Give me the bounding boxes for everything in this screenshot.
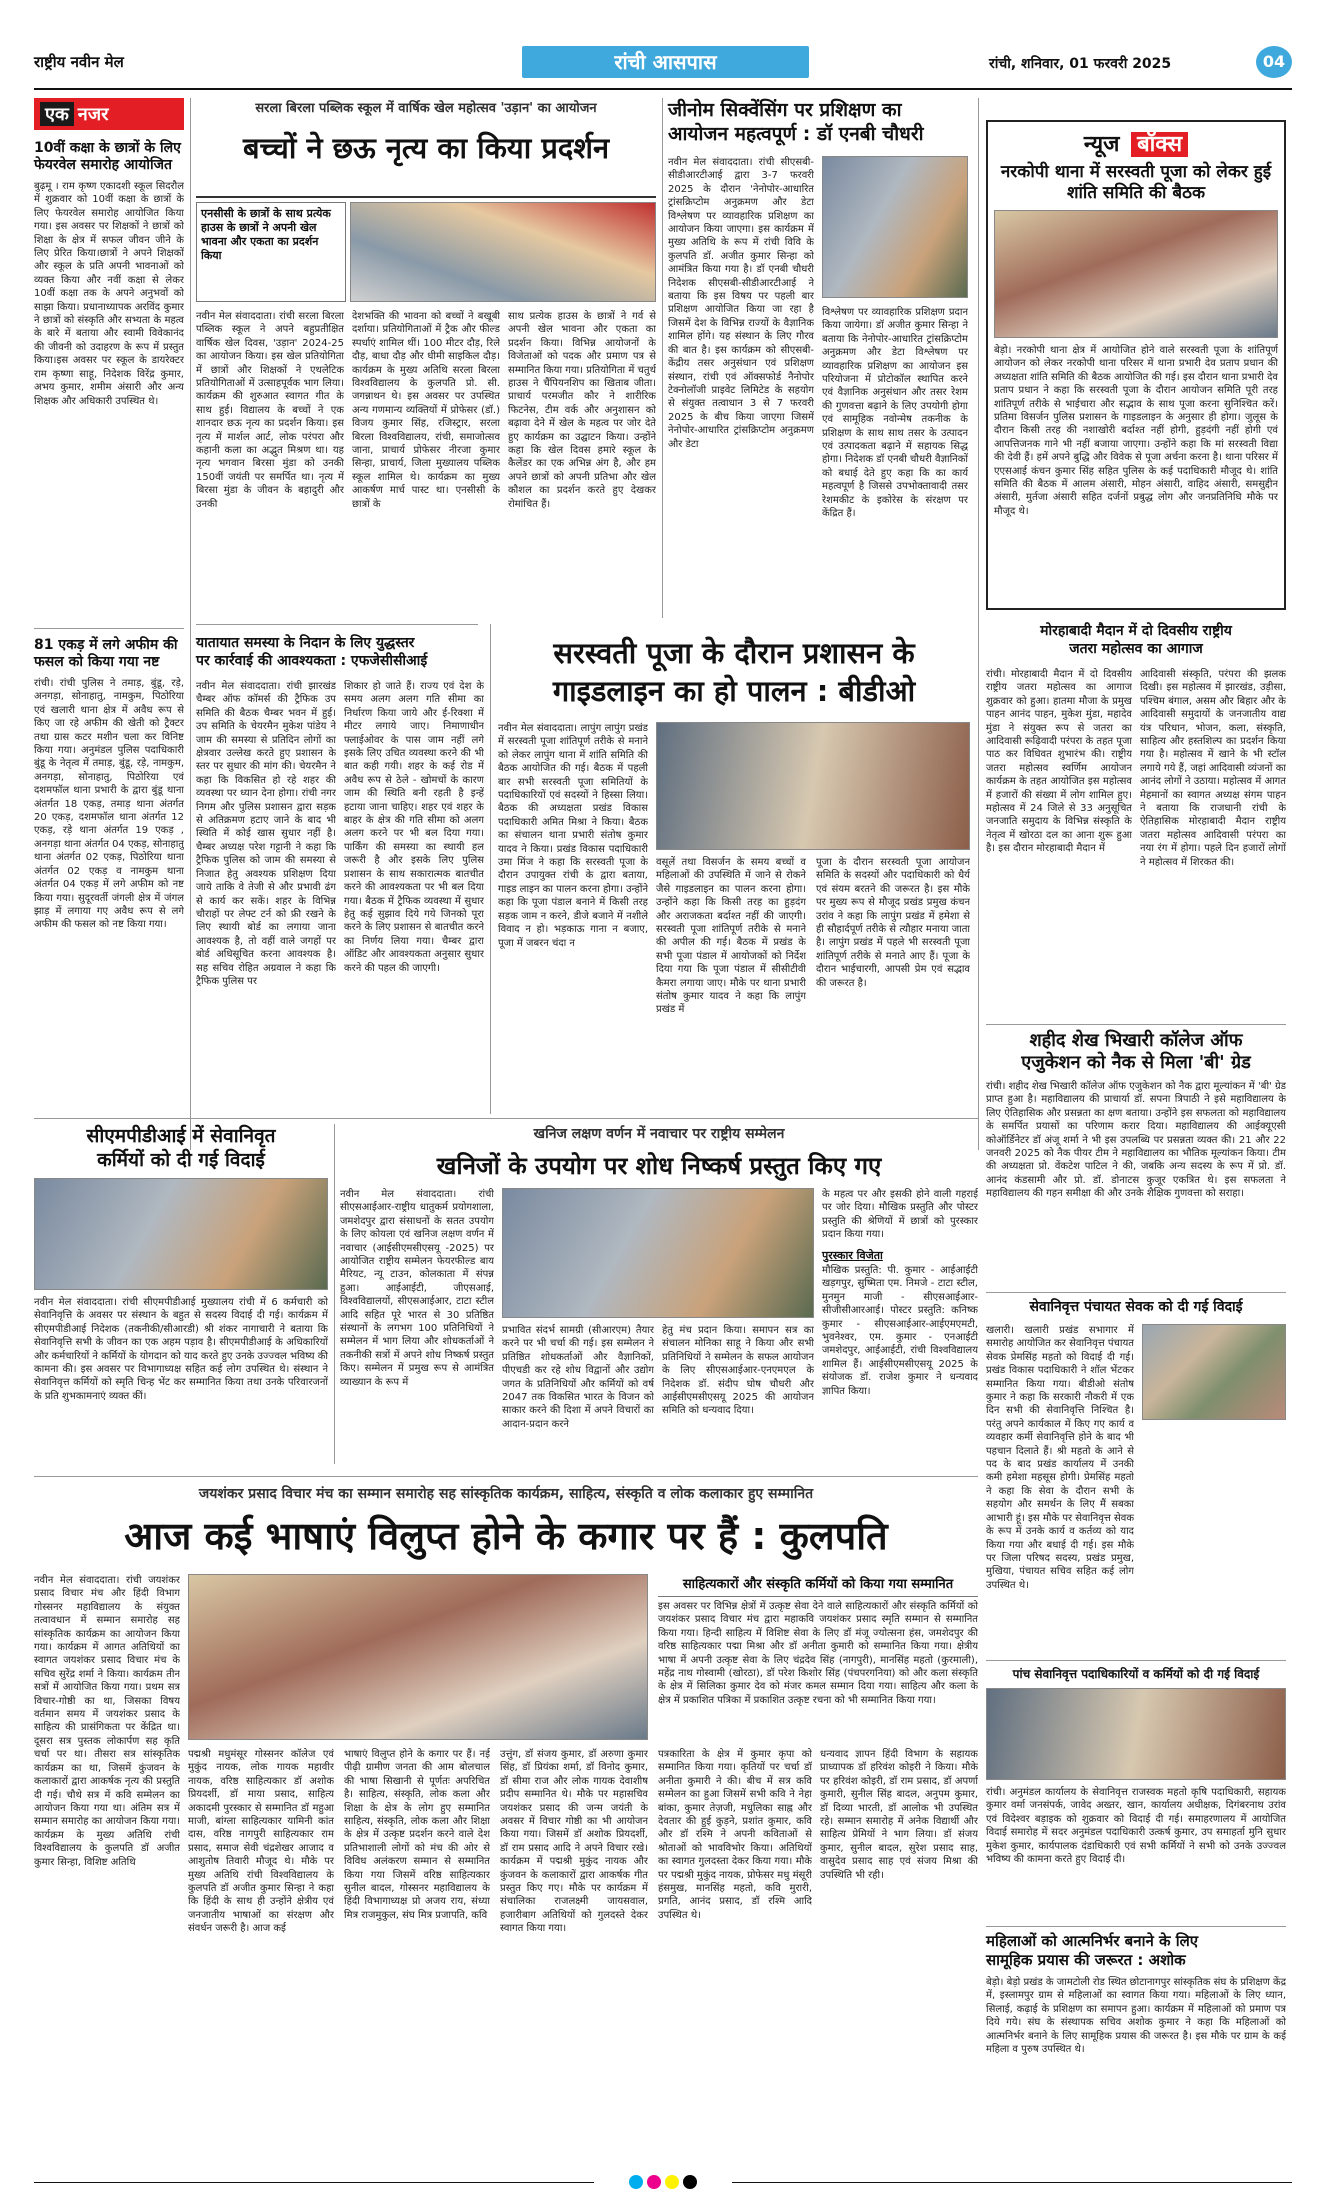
registration-marks: [627, 2175, 699, 2189]
traffic-story: [196, 634, 484, 1114]
registration-swatch: [683, 2175, 697, 2189]
dance-col3: साथ प्रत्येक हाउस के छात्रों ने गर्व से अपनी खेल भावना और एकता का प्रदर्शन किया। विभिन्न आयोजनों के विजेताओं को पदक और प्रमाण पत्र से सम्मानित किया गया। प्रतियोगिता में चतुर्थ हाउस ने चैंपियनशिप का खिताब जीता। प्राचार्य परमजीत कौर ने शारीरिक फिटनेस, टीम वर्क और अनुशासन को बढ़ावा देने में खेल के महत्व पर जोर देते हुए कार्यक्रम का उद्घाटन किया। उन्होंने कहा कि खेल दिवस हमारे स्कूल के कैलेंडर का एक अभिन्न अंग है, और हम अपने छात्रों को अपनी प्रतिभा और खेल कौशल का प्रदर्शन करते हुए देखकर रोमांचित हैं।: [508, 311, 656, 510]
dance-caption-text: एनसीसी के छात्रों के साथ प्रत्येक हाउस के छात्रों ने अपनी खेल भावना और एकता का प्रदर्शन किया: [201, 207, 331, 262]
ek-nazar-story1-title: 10वीं कक्षा के छात्रों के लिए फेयरवेल समारोह आयोजित: [34, 140, 181, 173]
anumandal-story: [986, 1666, 1286, 1924]
mahila-headline-1: महिलाओं को आत्मनिर्भर बनाने के लिए: [986, 1932, 1199, 1950]
dance-col2: देशभक्ति की भावना को बच्चों ने बखूबी दर्शाया। प्रतियोगिताओं में ट्रैक और फील्ड स्पर्धाएं शामिल थीं। 100 मीटर दौड़, रिले दौड़, बाधा दौड़ और धीमी साइकिल दौड़। कार्यक्रम के मुख्य अतिथि सरला बिरला विश्वविद्यालय के कुलपति प्रो. सी. जगन्नाथन थे। इस अवसर पर उपस्थित अन्य गणमान्य व्यक्तियों में प्रोफेसर (डॉ.) विजय कुमार सिंह, रजिस्ट्रार, सरला बिरला विश्वविद्यालय, रांची, समाजोत्सव जाना, प्राचार्य प्रोफेसर नीरजा कुमार सिन्हा, प्राचार्य, जिला मुख्यालय पब्लिक स्कूल शामिल थे। कार्यक्रम का मुख्य आकर्षण मार्च पास्ट था। एनसीसी के छात्रों के: [352, 311, 500, 510]
saraswati-photo: [656, 722, 970, 850]
kulpati-col7: धन्यवाद ज्ञापन हिंदी विभाग के सहायक प्राध्यापक डॉ हरिवंश कोइरी ने किया। मौके पर हरिवंश कोइरी, डॉ राम प्रसाद, डॉ अपर्णा कुमारी, सुनील सिंह बादल, अनुपम कुमार, डॉ दिव्या भारती, डॉ आलोक भी उपस्थित रहे। सम्मान समारोह में अनेक विद्यार्थी और साहित्य प्रेमियों ने भाग लिया। डॉ संजय कुमार, सुनील बादल, सुरेश प्रसाद साह, वासुदेव प्रसाद साह एवं संजय मिश्रा की उपस्थिति भी रही।: [820, 1749, 978, 1881]
news-box: [986, 120, 1286, 610]
khanij-kicker: खनिज लक्षण वर्णन में नवाचार पर राष्ट्रीय सम्मेलन: [533, 1126, 785, 1142]
dance-photo: [350, 202, 656, 302]
ek-nazar-label-b: नजर: [77, 104, 109, 125]
kulpati-photo: [188, 1574, 648, 1740]
sevak-body: खलारी। खलारी प्रखंड सभागार में समारोह आयोजित कर सेवानिवृत्त पंचायत सेवक प्रेमसिंह महतो को विदाई दी गई। प्रखंड विकास पदाधिकारी ने शॉल भेंटकर सम्मानित किया गया। बीडीओ संतोष कुमार ने कहा कि सरकारी नौकरी में एक दिन सभी की सेवानिवृत्ति निश्चित है। परंतु अपने कार्यकाल में किए गए कार्य व व्यवहार कर्मी सेवानिवृत्ति होने के बाद भी पहचान दिलाते हैं। श्री महतो के आने से पद के बाद प्रखंड कार्यालय में उनकी कमी हमेशा महसूस होगी। प्रेमसिंह महतो ने कहा कि सेवा के दौरान सभी के सहयोग और समर्थन के लिए मैं सबका आभारी हूं। इस मौके पर सेवानिवृत्त सेवक के रूप में उनके कार्य व कर्तव्य को याद किया गया और बधाई दी गई। इस मौके पर जिला परिषद सदस्य, प्रखंड प्रमुख, मुखिया, पंचायत सचिव सहित कई लोग उपस्थित थे।: [986, 1325, 1134, 1591]
news-box-label-b: बॉक्स: [1131, 132, 1188, 157]
dance-col1: नवीन मेल संवाददाता। रांची सरला बिरला पब्लिक स्कूल ने अपने बहुप्रतीक्षित वार्षिक खेल दिवस, 'उड़ान' 2024-25 का आयोजन किया। इस खेल प्रतियोगिता में छात्रों और शिक्षकों ने एथलेटिक प्रतियोगिताओं में उत्साहपूर्वक भाग लिया। कार्यक्रम की शुरुआत स्वागत गीत के साथ हुई। विद्यालय के बच्चों ने एक शानदार छऊ नृत्य का प्रदर्शन किया। इस नृत्य में मार्शल आर्ट, लोक परंपरा और कहानी कला का अद्भुत मिश्रण था। यह नृत्य भगवान बिरसा मुंडा को उनकी 150वीं जयंती पर समर्पित था। नृत्य में बिरसा मुंडा के जीवन के बहादुरी और उनकी: [196, 311, 344, 510]
mahila-story: [986, 1932, 1286, 2132]
ek-nazar-story2-title: 81 एकड़ में लगे अफीम की फसल को किया गया नष्ट: [34, 637, 178, 670]
masthead-rule: [34, 88, 1292, 90]
jatra-col2: आदिवासी संस्कृति, परंपरा की झलक दिखी। इस महोत्सव में झारखंड, उड़ीसा, पश्चिम बंगाल, असम और बिहार और के आदिवासी समुदायों के जनजातीय वाद्य यंत्र परिधान, भोजन, कला, संस्कृति, साहित्य और हस्तशिल्प का प्रदर्शन किया गया है। महोत्सव में खाने के भी स्टॉल लगाये गये हैं, जहां आदिवासी व्यंजनों का आनंद लोगों ने उठाया। महोत्सव में आगत मेहमानों का स्वागत अध्यक्ष संगम पाहन ने बताया कि राजधानी रांची के ऐतिहासिक मोरहाबादी मैदान राष्ट्रीय जतरा महोत्सव आदिवासी परंपरा का नया रंग में होगा। पहले दिन हजारों लोगों ने महोत्सव में शिरकत की।: [1140, 669, 1286, 868]
mahila-headline-2: सामूहिक प्रयास की जरूरत : अशोक: [986, 1951, 1186, 1969]
registration-swatch: [665, 2175, 679, 2189]
sevak-story: [986, 1298, 1286, 1658]
saraswati-col1: नवीन मेल संवाददाता। लापुंग लापुंग प्रखंड में सरस्वती पूजा शांतिपूर्ण तरीके से मनाने को लेकर लापुंग थाना में शांति समिति की बैठक आयोजित की गई। बैठक में पहली बार सभी सरस्वती पूजा समितियों के पदाधिकारियों एवं सदस्यों ने हिस्सा लिया। बैठक की अध्यक्षता प्रखंड विकास पदाधिकारी अमित मिश्रा ने किया। बैठक का संचालन थाना प्रभारी संतोष कुमार यादव ने किया। प्रखंड विकास पदाधिकारी उमा मिंज ने कहा कि सरस्वती पूजा के दौरान उपायुक्त रांची के द्वारा बताया, गाइड लाइन का पालन करना होगा। उन्होंने कहा कि पूजा पंडाल बनाने में किसी तरह सड़क जाम न करने, डीजे बजाने में नशीले विवाद न हो। भड़काऊ गाना न बजाए, पूजा में जबरन चंदा न: [498, 723, 648, 949]
khanij-award-head: पुरस्कार विजेता: [822, 1249, 883, 1262]
news-box-label-a: न्यूज: [1083, 132, 1120, 157]
masthead-page-number: 04: [1256, 46, 1292, 78]
kulpati-col4: उत्तुंग, डॉ संजय कुमार, डॉ अरुणा कुमार सिंह, डॉ प्रियंका शर्मा, डॉ विनोद कुमार, डॉ सीमा राज और लोक गायक देवाशीष प्रदीप सम्मानित थे। मौके पर महासचिव जयशंकर प्रसाद की जन्म जयंती के अवसर में विचार गोष्ठी का भी आयोजन किया गया। जिसमें डॉ अशोक प्रियदर्शी, डॉ राम प्रसाद आदि ने अपने विचार रखे। कार्यक्रम में पद्मश्री मुकुंद नायक और कुंजवन के कलाकारों द्वारा आकर्षक गीत प्रस्तुत किए गए। मौके पर कार्यक्रम में संचालिका राजलक्ष्मी जायसवाल, हजारीबाग अतिथियों को गुलदस्ते देकर स्वागत किया गया।: [500, 1749, 648, 1935]
anumandal-body: रांची। अनुमंडल कार्यालय के सेवानिवृत्त राजस्वक महतो कृषि पदाधिकारी, सहायक कुमार वर्मा जनसंपर्क, जावेद अख्तर, खान, कार्यालय अधीक्षक, दिगंबरनाथ उरांव एवं विदेश्वर बड़ाइक को शुक्रवार को विदाई दी गई। समाहरणालय में आयोजित विदाई समारोह में सदर अनुमंडल पदाधिकारी उत्कर्ष कुमार, उप समाहर्ता मुनि सुधार मुकेश कुमार, कार्यपालक दंडाधिकारी एवं सभी कर्मियों ने सभी को उनके उज्ज्वल भविष्य की कामना करते हुए विदाई दी।: [986, 1787, 1286, 1866]
kulpati-col1: नवीन मेल संवाददाता। रांची जयशंकर प्रसाद विचार मंच और हिंदी विभाग गोस्सनर महाविद्यालय के संयुक्त तत्वावधान में सम्मान समारोह सह सांस्कृतिक कार्यक्रम का आयोजन किया गया। कार्यक्रम में आगत अतिथियों का स्वागत जयशंकर प्रसाद विचार मंच के सचिव सुरेंद्र शर्मा ने किया। कार्यक्रम तीन सत्रों में आयोजित किया गया। प्रथम सत्र विचार-गोष्ठी का था, जिसका विषय वर्तमान समय में जयशंकर प्रसाद के साहित्य की प्रासंगिकता पर केंद्रित था। दूसरा सत्र पुस्तक लोकार्पण सह कृति चर्चा पर था। तीसरा सत्र सांस्कृतिक कार्यक्रम का था, जिसमें कुंजवन के कलाकारों द्वारा आकर्षक नृत्य की प्रस्तुति दी गई। चौथे सत्र में कवि सम्मेलन का आयोजन किया गया था। अंतिम सत्र में सम्मान समारोह का आयोजन किया गया। कार्यक्रम के मुख्य अतिथि रांची विश्वविद्यालय के कुलपति डॉ अजीत कुमार सिन्हा, विशिष्ट अतिथि: [34, 1575, 180, 1868]
registration-swatch: [647, 2175, 661, 2189]
dance-story: [196, 98, 656, 618]
sevak-headline: सेवानिवृत्त पंचायत सेवक को दी गई विदाई: [1029, 1299, 1243, 1315]
cmpdi-headline-2: कर्मियों को दी गई विदाई: [97, 1149, 265, 1171]
khanij-photo: [502, 1188, 814, 1318]
kulpati-col5: इस अवसर पर विभिन्न क्षेत्रों में उत्कृष्ट सेवा देने वाले साहित्यकारों और संस्कृति कर्मियों को जयशंकर प्रसाद विचार मंच द्वारा महाकवि जयशंकर प्रसाद स्मृति सम्मान से सम्मानित किया गया। हिन्दी साहित्य में विशिष्ट सेवा के लिए डॉ मंजू ज्योत्सना हंस, जमशेदपुर की वरिष्ठ साहित्यकार पद्मा मिश्रा और डॉ अनीता कुमारी को सम्मानित किया गया। क्षेत्रीय भाषा में अपनी उत्कृष्ट सेवा के लिए चंद्रदेव सिंह (नागपुरी), मानसिंह महतो (कुरमाली), महेंद्र नाथ गोस्वामी (खोरठा), डॉ परेश किशोर सिंह (पंचपरगनिया) को और कला संस्कृति के क्षेत्र में सिलिका कुमार देव को मंजर कमल सम्मान दिया गया। साहित्य और कला के क्षेत्र में प्रकाशित पत्रिका में प्रकाशित उत्कृष्ट रचना को भी सम्मानित किया गया।: [658, 1601, 978, 1706]
news-box-label: [994, 128, 1278, 158]
saraswati-col2: वसूलें तथा विसर्जन के समय बच्चों व महिलाओं की उपस्थिति में जाने से रोकने जैसे गाइडलाइन का पालन करना होगा। उन्होंने कहा कि किसी तरह का हुड़दंग और अराजकता बर्दाश्त नहीं की जाएगी। सरस्वती पूजा शांतिपूर्ण तरीके से मनाने की अपील की गई। बैठक में प्रखंड के सभी पूजा पंडाल में आयोजकों को निर्देश दिया गया कि पूजा पंडाल में सीसीटीवी कैमरा लगाया जाए। मौके पर थाना प्रभारी संतोष कुमार यादव ने कहा कि लापुंग प्रखंड में: [656, 857, 806, 1016]
news-box-body: बेड़ो। नरकोपी थाना क्षेत्र में आयोजित होने वाले सरस्वती पूजा के शांतिपूर्ण आयोजन को लेकर नरकोपी थाना परिसर में थाना प्रभारी देव प्रताप प्रधान की अध्यक्षता शांति समिति की बैठक आयोजित की गई। इस दौरान थाना प्रभारी देव प्रताप प्रधान ने कहा कि सरस्वती पूजा के दौरान आयोजन समिति पूरी तरह शांतिपूर्ण तरीके से भाईचारा और सद्भाव के साथ पूजा करना सुनिश्चित करें। प्रतिमा विसर्जन पुलिस प्रशासन के गाइडलाइन के अनुसार ही होगा। जुलूस के दौरान किसी तरह की नशाखोरी बर्दाश्त नहीं होगी, हुड़दंगी नहीं होगी एवं आपत्तिजनक गाने भी नहीं बजाया जाएगा। उन्होंने कहा कि मां सरस्वती विद्या की देवी हैं। हमें अपने बुद्धि और विवेक से पूजा अर्चना करना है। थाना परिसर में एएसआई कंचन कुमार सिंह सहित पुलिस के कई पदाधिकारी मौजूद थे। शांति समिति की बैठक में आलम अंसारी, मोहन अंसारी, वाहिद अंसारी, समसुद्दीन अंसारी, मुर्तजा अंसारी सहित दर्जनों प्रबुद्ध लोग और जनप्रतिनिधि मौके पर मौजूद थे।: [994, 345, 1278, 517]
khanij-story: [340, 1124, 978, 1464]
ek-nazar-column: [34, 98, 184, 1150]
masthead-paper-name: राष्ट्रीय नवीन मेल: [34, 53, 124, 71]
khanij-award-body: मौखिक प्रस्तुति: पी. कुमार - आईआईटी खड़गपुर, सुष्मिता एम. निमजे - टाटा स्टील, मुनमुन माजी - सीएसआईआर-सीजीसीआरआई। पोस्टर प्रस्तुति: कनिष्क कुमार - सीएसआईआर-आईएमएमटी, भुवनेश्वर, एम. कुमार - एनआईटी जमशेदपुर, आईआईटी, रांची विश्वविद्यालय शामिल हैं। आईसीएमसीएसयू 2025 के संयोजक डॉ. राजेश कुमार ने धन्यवाद ज्ञापित किया।: [822, 1265, 978, 1397]
sevak-photo: [1142, 1324, 1286, 1420]
kulpati-subhead: साहित्यकारों और संस्कृति कर्मियों को किया गया सम्मानित: [658, 1574, 978, 1597]
shaheed-body: रांची। शहीद शेख भिखारी कॉलेज ऑफ एजुकेशन को नैक द्वारा मूल्यांकन में 'बी' ग्रेड प्राप्त हुआ है। महाविद्यालय की प्राचार्या डॉ. सपना त्रिपाठी ने इसे महाविद्यालय के लिए ऐतिहासिक और प्रसन्नता का क्षण बताया। उन्होंने इस सफलता को महाविद्यालय के समर्पित प्रयासों का परिणाम करार दिया। महाविद्यालय की आईक्यूएसी कोऑर्डिनेटर डॉ अंजू शर्मा ने भी इस उपलब्धि पर प्रसन्नता व्यक्त की। 21 और 22 जनवरी 2025 को नैक पीयर टीम ने महाविद्यालय का भौतिक मूल्यांकन किया। टीम की अध्यक्षता प्रो. वेंकटेश पाटिल ने की, जबकि अन्य सदस्य के रूप में प्रो. डॉ. आनंद कंडसामी और प्रो. डॉ. डोनाटस कुजूर एकत्रित थे। इस सफलता ने महाविद्यालय की गहन समीक्षा की और उनके शैक्षिक गुणवत्ता को सराहा।: [986, 1081, 1286, 1200]
dance-caption: [196, 202, 346, 302]
traffic-headline-1: यातायात समस्या के निदान के लिए युद्धस्तर: [196, 635, 415, 651]
jatra-headline-1: मोरहाबादी मैदान में दो दिवसीय राष्ट्रीय: [1040, 623, 1232, 639]
khanij-col4: के महत्व पर और इसकी होने वाली गहराई पर जोर दिया। मौखिक प्रस्तुति और पोस्टर प्रस्तुति की श्रेणियों में छात्रों को पुरस्कार प्रदान किया गया।: [822, 1189, 978, 1241]
genome-headline-2: आयोजन महत्वपूर्ण : डॉ एनबी चौधरी: [668, 123, 924, 145]
anumandal-headline: पांच सेवानिवृत्त पदाधिकारियों व कर्मियों को दी गई विदाई: [1012, 1667, 1260, 1681]
jatra-headline-2: जतरा महोत्सव का आगाज: [1069, 641, 1203, 657]
saraswati-headline-1: सरस्वती पूजा के दौरान प्रशासन के: [553, 636, 915, 670]
genome-col2: विश्लेषण पर व्यावहारिक प्रशिक्षण प्रदान किया जायेगा। डॉ अजीत कुमार सिन्हा ने बताया कि नेनोपोर-आधारित ट्रांसक्रिप्टोम अनुक्रमण और डेटा विश्लेषण पर व्यावहारिक प्रशिक्षण का आयोजन इस परियोजना में प्रोटोकॉल स्थापित करने एवं वैज्ञानिक अनुसंधान और तसर रेशम की गुणवत्ता बढ़ाने के लिए उपयोगी होगा एवं सामूहिक नवोन्मेष तकनीक के प्रशिक्षण के साथ साथ तसर के उत्पादन एवं उत्पादकता बढ़ाने में सहायक सिद्ध होगा। निदेशक डॉ एनबी चौधरी वैज्ञानिकों को बधाई देते हुए कहा कि का कार्य महत्वपूर्ण है जिससे उपभोक्तावादी तसर रेशमकीट के इकोरेस के संरक्षण पर केंद्रित हैं।: [822, 307, 968, 520]
kulpati-col6: पत्रकारिता के क्षेत्र में कुमार कृपा को सम्मानित किया गया। कृतियों पर चर्चा डॉ अनीता कुमारी ने की। बीच में सत्र कवि सम्मेलन का हुआ जिसमें सभी कवि ने नेहा बांका, कुमार तेज़जी, मधुलिका साह्न और देवतार की हुई कुड़ने, प्रशांत कुमार, कवि और डॉ रश्मि ने अपनी कविताओं से श्रोताओं को भावविभोर किया। अतिथियों का स्वागत गुलदस्ता देकर किया गया। मौके पर पद्मश्री मुकुंद नायक, प्रोफेसर मधु मंसूरी हंसमुख, मानसिंह महतो, कवि मुरारी, प्रगति, आनंद प्रसाद, डॉ रश्मि आदि उपस्थित थे।: [658, 1749, 812, 1921]
traffic-col2: शिकार हो जाते हैं। राज्य एवं देश के समय अलग अलग गति सीमा का निर्धारण किया जाये और ई-रिक्शा में मीटर लगाये जाए। निमाणाधीन फ्लाईओवर के पास जाम नहीं लगे इसके लिए उचित व्यवस्था करने की भी बात कही गयी। शहर के कई रोड में अवैध रूप से ठेले - खोमचों के कारण जाम की स्थिति बनी रहती है इन्हें हटाया जाना चाहिए। शहर एवं शहर के बाहर के क्षेत्र की गति सीमा को अलग अलग करने पर भी बल दिया गया। पार्किंग की समस्या का स्थायी हल जरूरी है और इसके लिए पुलिस प्रशासन के साथ सकारात्मक बातचीत करने की आवश्यकता पर भी बल दिया गया। बैठक में ट्रैफिक व्यवस्था में सुधार हेतु कई सुझाव दिये गये जिनको पूरा करने के लिए प्रशासन से बातचीत करने का निर्णय लिया गया। चैम्बर द्वारा ऑडिट और आवश्यकता अनुसार सुधार करने की पहल की जाएगी।: [344, 681, 484, 974]
kulpati-col2: पद्मश्री मधुमंसूर गोस्सनर कॉलेज एवं मुकुंद नायक, लोक गायक महावीर नायक, वरिष्ठ साहित्यकार डॉ अशोक प्रियदर्शी, डॉ माया प्रसाद, साहित्य अकादमी पुरस्कार से सम्मानित डॉ महुआ माजी, बांग्ला साहित्यकार यामिनी कांत दास, वरिष्ठ नागपुरी साहित्यकार राम प्रसाद, समाज सेवी चंद्रशेखर आजाद व आशुतोष तिवारी मौजूद थे। मौके पर मुख्य अतिथि रांची विश्वविद्यालय के कुलपति डॉ अजीत कुमार सिन्हा ने कहा कि हिंदी के साथ ही उन्होंने क्षेत्रीय एवं जनजातीय भाषाओं का संरक्षण और संवर्धन जरूरी है। आज कई: [188, 1749, 334, 1935]
ek-nazar-label-a: एक: [40, 102, 74, 126]
jatra-story: [986, 622, 1286, 1022]
footer-bar: [34, 2174, 1292, 2190]
kulpati-story: [34, 1510, 978, 2178]
genome-photo: [822, 156, 968, 298]
jatra-col1: रांची। मोरहाबादी मैदान में दो दिवसीय राष्ट्रीय जतरा महोत्सव का आगाज शुक्रवार को हुआ। हातमा मौजा के प्रमुख पाहन आनंद पाहन, मुकेश मुंडा, महादेव मुंडा ने संयुक्त रूप से जतरा का आदिवासी रूढ़िवादी परंपरा के तहत पूजा पाठ कर विधिवत शुभारंभ की। राष्ट्रीय जतरा महोत्सव स्वर्णिम आयोजन कार्यक्रम के तहत आयोजित इस महोत्सव में हजारों की संख्या में लोग शामिल हुए। महोत्सव में 24 जिले से 33 अनुसूचित जनजाति समुदाय के विभिन्न संस्कृति के नेतृत्व में खोरठा दल का आना शुरू हुआ है। इस दौरान मोरहाबादी मैदान में: [986, 669, 1132, 855]
cmpdi-photo: [34, 1178, 328, 1290]
khanij-headline: खनिजों के उपयोग पर शोध निष्कर्ष प्रस्तुत किए गए: [436, 1152, 882, 1180]
masthead-date-line: रांची, शनिवार, 01 फरवरी 2025: [989, 56, 1172, 72]
ek-nazar-story2-body: रांची। रांची पुलिस ने तमाड़, बुंडू, रड़े, अनगड़ा, सोनाहातु, नामकुम, पिठोरिया एवं खलारी थाना क्षेत्र में अवैध रूप से किए जा रहे अफीम की खेती को ट्रैक्टर तथा ग्रास कटर मशीन चला कर विनिष्ट किया गया। अनुमंडल पुलिस पदाधिकारी बुंडू के नेतृत्व में तमाड़, बुंडू, रड़े, नामकुम, अनगड़ा, सोनाहातु, पिठोरिया एवं दशमफॉल थाना प्रभारी के द्वारा बुंडू थाना अंतर्गत 18 एकड़, तमाड़ थाना अंतर्गत 20 एकड़, दशमफॉल थाना अंतर्गत 12 एकड़, रड़े थाना अंतर्गत 19 एकड़ , अनगड़ा थाना अंतर्गत 04 एकड़, सोनाहातु थाना अंतर्गत 02 एकड़, पिठोरिया थाना अंतर्गत 02 एकड़ व नामकुम थाना अंतर्गत 04 एकड़ में लगे अफीम को नष्ट किया गया। सुदूरवर्ती जंगली क्षेत्र में जंगल झाड़ में लगाया गए अवैध रूप से लगे अफीम की फसल को नष्ट किया गया।: [34, 678, 184, 931]
ek-nazar-story1-body: बुढ़मू । राम कृष्ण एकादशी स्कूल सिदरौल में शुक्रवार को 10वीं कक्षा के छात्रों के लिए फेयरवेल समारोह आयोजित किया गया। इस अवसर पर शिक्षकों ने छात्रों को शिक्षा के क्षेत्र में सफल जीवन जीने के लिए प्रेरित किया।छात्रों ने अपने शिक्षकों और स्कूल के प्रति अपनी भावनाओं को व्यक्त किया और नवीं कक्षा से लेकर 10वीं कक्षा तक के अपने अनुभवों को साझा किया। प्रधानाध्यापक अरविंद कुमार ने छात्रों को संस्कृति और सभ्यता के महत्व के बारे में बताया और स्वामी विवेकानंद की जीवनी को उदाहरण के रूप में प्रस्तुत किया।इस अवसर पर स्कूल के डायरेक्टर राम कृष्णा साहू, निदेशक विरेंद्र कुमार, अभय कुमार, शमीम अंसारी और अन्य शिक्षक और अधिकारी उपस्थित थे।: [34, 181, 184, 407]
sanman-strip: जयशंकर प्रसाद विचार मंच का सम्मान समारोह सह सांस्कृतिक कार्यक्रम, साहित्य, संस्कृति व लोक कलाकार हुए सम्मानित: [198, 1486, 814, 1502]
cmpdi-headline-1: सीएमपीडीआई में सेवानिवृत: [86, 1125, 276, 1147]
khanij-col1: नवीन मेल संवाददाता। रांची सीएसआईआर-राष्ट्रीय धातुकर्म प्रयोगशाला, जमशेदपुर द्वारा संसाधनों के सतत उपयोग के लिए कोयला एवं खनिज लक्षण वर्णन में नवाचार (आईसीएमसीएसयू -2025) पर आयोजित राष्ट्रीय सम्मेलन फेयरफील्ड बाय मैरियट, न्यू टाउन, कोलकाता में संपन्न हुआ। आईआईटी, जीएसआई, विश्वविद्यालयों, सीएसआईआर, टाटा स्टील आदि सहित पूरे भारत से 30 प्रतिष्ठित संस्थानों के लगभग 100 प्रतिनिधियों ने सम्मेलन में भाग लिया और शोधकर्ताओं ने तकनीकी सत्रों में अपने शोध निष्कर्ष प्रस्तुत किए। सम्मेलन में प्रमुख रूप से आमंत्रित व्याख्यान के रूप में: [340, 1189, 494, 1388]
masthead: [34, 46, 1292, 86]
kulpati-col3: भाषाएं विलुप्त होने के कगार पर हैं। नई पीढ़ी ग्रामीण जनता की आम बोलचाल की भाषा सिखानी से पूर्णतः अपरिचित है। साहित्य, संस्कृति, लोक कला और शिक्षा के क्षेत्र के लोग हुए सम्मानित साहित्य, संस्कृति, लोक कला और शिक्षा के क्षेत्र में उत्कृष्ट प्रदर्शन करने वाले देश प्रतिभाशाली लोगों को मंच की ओर से विविध अलंकरण सम्मान से सम्मानित किया गया जिसमें वरिष्ठ साहित्यकार सुनील बादल, गोस्सनर महाविद्यालय के हिंदी विभागाध्यक्ष प्रो अजय राय, संध्या मित्र राजमुकुल, संघ मित्र प्रजापति, कवि: [344, 1749, 490, 1921]
cmpdi-body: नवीन मेल संवाददाता। रांची सीएमपीडीआई मुख्यालय रांची में 6 कर्मचारी को सेवानिवृत्ति के अवसर पर संस्थान के बहुत से सदस्य विदाई दी गई। कार्यक्रम में सीएमपीडीआई निदेशक (तकनीकी/सीआरडी) श्री शंकर नागाचारी ने बताया कि सेवानिवृत्ति सभी के जीवन का एक अहम पड़ाव है। सीएमपीडीआई के अधिकारियों और कर्मचारियों ने कर्मियों के योगदान को याद करते हुए उनके उज्ज्वल भविष्य की कामना की। इस अवसर पर विभागाध्यक्ष सहित कई लोग उपस्थित थे। संस्थान ने सेवानिवृत्त कर्मियों को स्मृति चिन्ह भेंट कर सम्मानित किया तथा उनके परिवारजनों के प्रति शुभकामनाएं व्यक्त कीं।: [34, 1297, 328, 1402]
genome-headline-1: जीनोम सिक्वेंसिंग पर प्रशिक्षण का: [668, 99, 902, 121]
ek-nazar-label: [34, 98, 184, 130]
masthead-section-title: रांची आसपास: [614, 50, 717, 74]
genome-col1: नवीन मेल संवाददाता। रांची सीएसबी-सीडीआरटीआई द्वारा 3-7 फरवरी 2025 के दौरान 'नेनोपोर-आधारित ट्रांसक्रिप्टोम अनुक्रमण और डेटा विश्लेषण पर व्यावहारिक प्रशिक्षण का आयोजन किया जाएगा। इस कार्यक्रम में मुख्य अतिथि के रूप में रांची विवि के कुलपति डॉ. अजीत कुमार सिन्हा को आमंत्रित किया गया है। डॉ एनबी चौधरी निदेशक सीएसबी-सीडीआरटीआई ने बताया कि इस विषय पर पहली बार प्रशिक्षण आयोजित किया जा रहा है जिसमें देश के विभिन्न राज्यों के वैज्ञानिक शामिल होंगे। यह संस्थान के लिए गौरव की बात है। इस कार्यक्रम को सीएसबी- केंद्रीय तसर अनुसंधान एवं प्रशिक्षण संस्थान, रांची एवं ऑक्सफोर्ड नैनोपोर टेक्नोलॉजी प्राइवेट लिमिटेड के सहयोग से संयुक्त तत्वाधान 3 से 7 फरवरी 2025 के बीच किया जाएगा जिसमें नेनोपोर-आधारित ट्रांसक्रिप्टोम अनुक्रमण और डेटा: [668, 157, 814, 450]
shaheed-story: [986, 1030, 1286, 1290]
saraswati-col3: पूजा के दौरान सरस्वती पूजा आयोजन समिति के सदस्यों और पदाधिकारी को धैर्य एवं संयम बरतने की जरूरत है। इस मौके पर मुख्य रूप से मौजूद प्रखंड प्रमुख कंचन उरांव ने कहा कि लापुंग प्रखंड में हमेशा से ही सौहार्दपूर्ण तरीके से त्यौहार मनाया जाता है। लापुंग प्रखंड में पहले भी सरस्वती पूजा शांतिपूर्ण तरीके से मनाते आए हैं। पूजा के दौरान भाईचारगी, आपसी प्रेम एवं सद्भाव की जरूरत है।: [816, 857, 970, 989]
masthead-section-banner: [522, 46, 809, 78]
news-box-headline: नरकोपी थाना में सरस्वती पूजा को लेकर हुई शांति समिति की बैठक: [1000, 162, 1272, 203]
saraswati-headline-2: गाइडलाइन का हो पालन : बीडीओ: [552, 674, 916, 708]
cmpdi-story: [34, 1124, 328, 1464]
news-box-photo: [994, 210, 1278, 338]
registration-swatch: [629, 2175, 643, 2189]
shaheed-headline-1: शहीद शेख भिखारी कॉलेज ऑफ: [1029, 1030, 1243, 1051]
khanij-col2: प्रभावित संदर्भ सामग्री (सीआरएम) तैयार करने पर भी चर्चा की गई। इस सम्मेलन ने प्रतिष्ठित शोधकर्ताओं और वैज्ञानिकों, पीएचडी कर रहे शोध विद्वानों और उद्योग जगत के प्रतिनिधियों और कर्मियों को वर्ष 2047 तक विकसित भारत के विजन को साकार करने की दिशा में अपने विचारों का आदान-प्रदान करने: [502, 1325, 654, 1430]
genome-story: [668, 98, 968, 618]
traffic-col1: नवीन मेल संवाददाता। रांची झारखंड चैम्बर ऑफ कॉमर्स की ट्रैफिक उप समिति की बैठक चैम्बर भवन में हुई। उप समिति के चेयरमैन मुकेश पांडेय ने जाम की समस्या से प्रतिदिन लोगों का क्षेत्रवार उल्लेख करते हुए प्रशासन के स्तर पर सुधार की मांग की। चेयरमैन ने कहा कि विकसित हो रहे शहर की व्यवस्था पर ध्यान देना होगा। रांची नगर निगम और पुलिस प्रशासन द्वारा सड़क से अतिक्रमण हटाए जाने के बाद भी स्थिति में कोई खास सुधार नहीं है। चैम्बर अध्यक्ष परेश गट्टानी ने कहा कि ट्रैफिक पुलिस को जाम की समस्या से निजात हेतु अवश्यक प्रशिक्षण दिया जाये ताकि वे तेजी से और प्रभावी ढंग से कार्य कर सकें। शहर के विभिन्न चौराहों पर लेफ्ट टर्न को फ्री रखने के लिए स्थायी बोर्ड का लगाया जाना आवश्यक है, तो वहीं वाले जगहों पर बोर्ड अधिसूचित करना आवश्यक है। सह सचिव रोहित अग्रवाल ने कहा कि ट्रैफिक पुलिस पर: [196, 681, 336, 987]
shaheed-headline-2: एजुकेशन को नैक से मिला 'बी' ग्रेड: [1021, 1052, 1251, 1073]
dance-headline: बच्चों ने छऊ नृत्य का किया प्रदर्शन: [242, 131, 610, 165]
mahila-body: बेड़ो। बेड़ो प्रखंड के जामटोली रोड स्थित छोटानागपुर सांस्कृतिक संघ के प्रशिक्षण केंद्र में, इस्लामपुर ग्राम से महिलाओं का स्वागत किया गया। महिलाओं के लिए ध्यान, सिलाई, कढ़ाई के प्रशिक्षण का समापन हुआ। कार्यक्रम में महिलाओं को प्रमाण पत्र दिये गये। संघ के संस्थापक सचिव अशोक कुमार ने कहा कि महिलाओं को आत्मनिर्भर बनाने के लिए सामूहिक प्रयास की जरूरत है। इस मौके पर ग्राम के कई महिला व पुरुष उपस्थित थे।: [986, 1977, 1286, 2056]
dance-kicker: सरला बिरला पब्लिक स्कूल में वार्षिक खेल महोत्सव 'उड़ान' का आयोजन: [255, 101, 597, 116]
khanij-col3: हेतु मंच प्रदान किया। समापन सत्र का संचालन मोनिका साहू ने किया और सभी प्रतिनिधियों ने सम्मेलन के सफल आयोजन के लिए सीएसआईआर-एनएमएल के निदेशक डॉ. संदीप घोष चौधरी और आईसीएमसीएसयू 2025 की आयोजन समिति को धन्यवाद दिया।: [662, 1325, 814, 1417]
kulpati-headline: आज कई भाषाएं विलुप्त होने के कगार पर हैं : कुलपति: [124, 1514, 888, 1558]
saraswati-story: [498, 634, 970, 1114]
traffic-headline-2: पर कार्रवाई की आवश्यकता : एफजेसीसीआई: [196, 653, 428, 669]
anumandal-photo: [986, 1688, 1286, 1780]
